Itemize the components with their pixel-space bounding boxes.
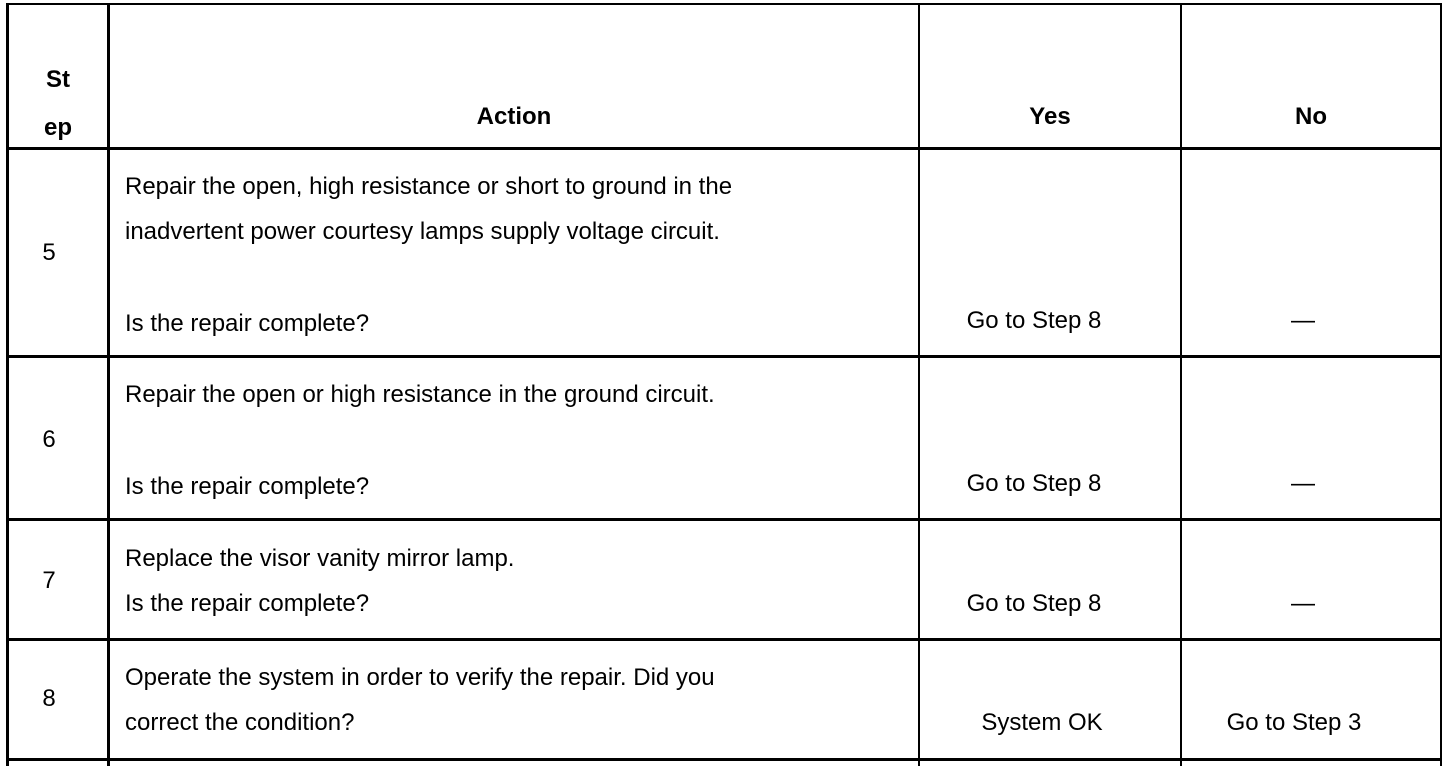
row-6-action-line1: Repair the open or high resistance in the ground circuit. [125,381,715,408]
row-8-action-line1: Operate the system in order to verify the repair. Did you [125,664,715,691]
row-6-no: — [1291,470,1315,497]
row-6-yes: Go to Step 8 [966,470,1102,497]
row-7-action [125,536,514,581]
row-7-no: — [1291,590,1315,617]
header-step [9,56,107,152]
row-8-step: 8 [42,685,56,712]
table-border-top [6,3,1442,5]
row-7-action-line1: Replace the visor vanity mirror lamp. [125,545,515,572]
row-5-action [125,164,732,254]
row-5-question: Is the repair complete? [125,310,370,337]
row-5-yes: Go to Step 8 [966,307,1102,334]
row-8-action [125,655,715,745]
header-yes: Yes [1029,103,1071,130]
row-7-question: Is the repair complete? [125,590,370,617]
header-action: Action [476,103,552,130]
row-6-action [125,372,715,417]
row-divider-6-7 [6,518,1442,521]
header-step-line2: ep [43,114,72,141]
header-divider [6,147,1442,150]
header-no: No [1295,103,1327,130]
header-step-line1: St [46,66,70,93]
row-6-step: 6 [42,426,56,453]
row-7-yes: Go to Step 8 [966,590,1102,617]
row-divider-5-6 [6,355,1442,358]
row-7-step: 7 [42,567,56,594]
row-5-action-line2: inadvertent power courtesy lamps supply voltage circuit. [125,218,720,245]
row-8-no: Go to Step 3 [1226,709,1362,736]
table-border-bottom [6,758,1442,761]
row-5-action-line1: Repair the open, high resistance or short to ground in the [125,173,733,200]
table-border-right [1440,4,1442,766]
row-8-action-line2: correct the condition? [125,709,355,736]
row-8-yes: System OK [981,709,1103,736]
row-5-no: — [1291,307,1315,334]
row-6-question: Is the repair complete? [125,473,370,500]
row-divider-7-8 [6,638,1442,641]
row-5-step: 5 [42,239,56,266]
